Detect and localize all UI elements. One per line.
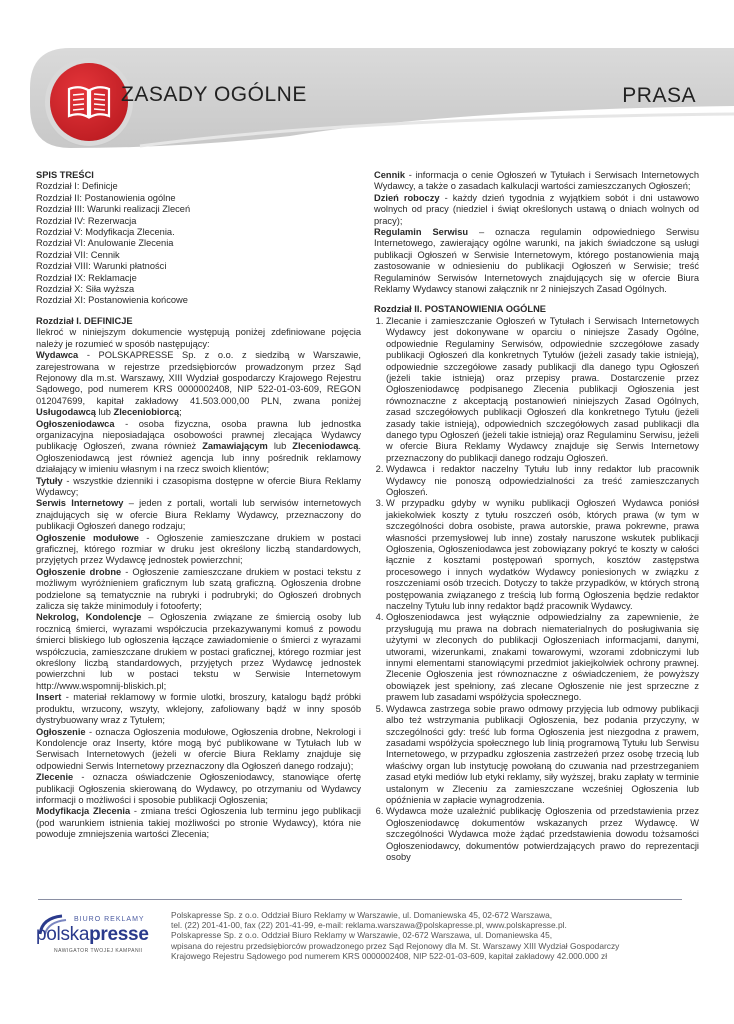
- definition-regulamin: Regulamin Serwisu – oznacza regulamin odpowiedniego Serwisu Internetowego, zawierający ogólne warunki, na jakich świadczone są usługi publikacji Ogłoszeń w Serwisie Internetowym, którego postanowienia mają zastosowanie w odniesieniu do publikacji Ogłoszeń w Serwisie; treść Regulaminów Serwisów Internetowych znajdujących się w ofercie Biura Reklamy Wydawcy stanowi załącznik nr 2 niniejszych Zasad Ogólnych.: [374, 227, 699, 295]
- rule-item: 2. Wydawca i redaktor naczelny Tytułu lub inny redaktor lub pracownik Wydawcy nie ponoszą odpowiedzialności za treść zamieszczanych Ogłoszeń.: [386, 464, 699, 498]
- definition-dzien-roboczy: Dzień roboczy - każdy dzień tygodnia z wyjątkiem sobót i dni ustawowo wolnych od pracy (niedziel i świąt określonych ustawą o dniach wolnych od pracy);: [374, 192, 699, 226]
- toc-item: Rozdział IV: Rezerwacja: [36, 215, 137, 226]
- logo-subtitle: BIURO REKLAMY: [74, 916, 145, 923]
- rules-list: [374, 316, 699, 864]
- toc-item: Rozdział IX: Reklamacje: [36, 272, 137, 283]
- footer-divider: [38, 899, 682, 900]
- footer-line: Polskapresse Sp. z o.o. Oddział Biuro Reklamy w Warszawie, 02-672 Warszawa, ul. Domaniewska 45,: [171, 930, 553, 941]
- footer-line: wpisana do rejestru przedsiębiorców prowadzonego przez Sąd Rejonowy dla M. St. Warszawy XIII Wydział Gospodarczy: [171, 940, 620, 951]
- logo-tagline: NAWIGATOR TWOJEJ KAMPANII: [54, 948, 143, 954]
- footer-text: [171, 910, 691, 961]
- toc-list: [36, 181, 361, 306]
- definition-nekrolog: Nekrolog, Kondolencje – Ogłoszenia związane ze śmiercią osoby lub rocznicą śmierci, wyrazami współczucia przekazywanymi komuś z powodu śmierci bliskiego lub ogłoszenia łączące zawiadomienie o śmierci z wyrazami współczucia, zamieszczane drukiem w postaci graficznej, którego rozmiar jest określony liczbą standardowych, przyjętych przez Wydawcę jednostek powierzchni lub w postaci tekstu w Serwisie Internetowym http://www.wspomnij-bliskich.pl;: [36, 612, 361, 691]
- footer-line: tel. (22) 201-41-00, fax (22) 201-41-99, e-mail: reklama.warszawa@polskapresse.pl, www.polskapresse.pl.: [171, 920, 567, 931]
- definition-insert: Insert - materiał reklamowy w formie ulotki, broszury, katalogu bądź próbki produktu, wrzucony, wszyty, wklejony, zafoliowany bądź w inny sposób dystrybuowany wraz z Tytułem;: [36, 692, 361, 726]
- definition-drobne: Ogłoszenie drobne - Ogłoszenie zamieszczane drukiem w postaci tekstu z możliwym wyróżnieniem graficznym lub szatą graficzną. Ogłoszenia drobne podzielone są tematycznie na rubryki i podrubryki; do Ogłoszeń drobnych zalicza się także minimoduły i fotooferty;: [36, 566, 361, 612]
- rule-item: 5. Wydawca zastrzega sobie prawo odmowy przyjęcia lub odmowy publikacji albo też wstrzymania publikacji Ogłoszenia, bez podania przyczyny, w szczególności gdy: treść lub forma Ogłoszenia jest niezgodna z prawem, zasadami współżycia społecznego lub linią programową Tytułu lub Serwisu Internetowego, w przypadku zgłoszenia zastrzeżeń przez osobę trzecią lub właściwy organ lub instytucję powołaną do czuwania nad przestrzeganiem zasad etyki mediów lub etyki reklamy, siły wyższej, braku zapłaty w terminie ustalonym w Zleceniu za zamieszczane wcześniej Ogłoszenia lub opóźnienia w zapłacie wynagrodzenia.: [386, 704, 699, 807]
- definition-serwis: Serwis Internetowy – jeden z portali, wortali lub serwisów internetowych znajdujących się w ofercie Biura Reklamy Wydawcy, przeznaczony do publikacji Ogłoszeń danego rodzaju;: [36, 498, 362, 532]
- toc-item: Rozdział V: Modyfikacja Zlecenia.: [36, 227, 175, 238]
- section-title-general: Rozdział II. POSTANOWIENIA OGÓLNE: [374, 304, 546, 315]
- section-title-definitions: Rozdział I. DEFINICJE: [36, 315, 133, 326]
- footer-line: Krajowego Rejestru Sądowego pod numerem KRS 0000002408, NIP 522-01-03-609, kapitał zakładowy 42.000.000 zł: [171, 950, 608, 961]
- rule-item: 1. Zlecanie i zamieszczanie Ogłoszeń w Tytułach i Serwisach Internetowych Wydawcy jest dokonywane w oparciu o niniejsze Zasady Ogólne, odpowiednie Regulaminy Serwisów, odpowiednie szczegółowe zasady publikacji Ogłoszeń dla konkretnych Tytułów (jeżeli zasady takie istnieją), odpowiednie szczegółowe zasady publikacji dla danego typu Ogłoszeń (jeżeli takie istnieją) oraz przepisy prawa. Dostarczenie przez Ogłoszeniodawcę podpisanego Zlecenia publikacji Ogłoszenia jest równoznaczne z akceptacją postanowień niniejszych Zasad Ogólnych, zasad szczegółowych publikacji Ogłoszeń dla konkretnego Tytułu (jeżeli zasady takie istnieją), odpowiednich szczegółowych zasad publikacji dla danego typu Ogłoszeń (jeżeli takie istnieją) oraz Regulaminu Serwisu, jeżeli w ofercie Biura Reklamy Wydawcy znajduje się Serwis Internetowy przeznaczony do publikacji danego rodzaju Ogłoszeń.: [386, 316, 699, 464]
- rule-item: 4. Ogłoszeniodawca jest wyłącznie odpowiedzialny za zapewnienie, że przysługują mu prawa na dobrach niematerialnych do posługiwania się użytymi w zleconych do publikacji Ogłoszeniach informacjami, danymi, utworami, wizerunkami, znakami towarowymi, wzorami zdobniczymi lub innymi elementami stanowiącymi przedmiot jakiejkolwiek ochrony prawnej. Zlecenie Ogłoszenia jest równoznaczne z oświadczeniem, że powyższy obowiązek jest spełniony, zaś zlecane Ogłoszenie nie jest sprzeczne z prawem lub zasadami współżycia społecznego.: [386, 612, 699, 703]
- toc-item: Rozdział II: Postanowienia ogólne: [36, 192, 176, 203]
- toc-item: Rozdział VI: Anulowanie Zlecenia: [36, 238, 174, 249]
- toc-item: Rozdział III: Warunki realizacji Zleceń: [36, 204, 191, 215]
- book-icon: [67, 85, 111, 119]
- category-label: PRASA: [622, 84, 696, 107]
- footer-line: Polskapresse Sp. z o.o. Oddział Biuro Reklamy w Warszawie, ul. Domaniewska 45, 02-672 Warszawa,: [171, 910, 553, 920]
- definition-modyfikacja: Modyfikacja Zlecenia - zmiana treści Ogłoszenia lub terminu jego publikacji (pod warunkiem istnienia takiej możliwości po stronie Wydawcy), która nie powoduje zmniejszenia wartości Zlecenia;: [36, 806, 361, 840]
- definitions-intro: Ilekroć w niniejszym dokumencie występują poniżej zdefiniowane pojęcia należy je rozumieć w sposób następujący:: [36, 327, 361, 349]
- toc-title: SPIS TREŚCI: [36, 170, 94, 180]
- left-column: [36, 170, 361, 841]
- definition-cennik: Cennik - informacja o cenie Ogłoszeń w Tytułach i Serwisach Internetowych Wydawcy, a także o zasadach kalkulacji wartości zamieszczanych Ogłoszeń;: [374, 170, 699, 192]
- company-logo: [36, 908, 166, 958]
- toc-item: Rozdział VII: Cennik: [36, 249, 120, 260]
- definition-ogloszeniodawca: Ogłoszeniodawca - osoba fizyczna, osoba prawna lub jednostka organizacyjna nieposiadająca osobowości prawnej zlecająca Wydawcy publikację Ogłoszeń, zwana również Zamawiającym lub Zleceniodawcą. Ogłoszeniodawcą jest również agencja lub inny pośrednik reklamowy działający w imieniu własnym i na rzecz swoich klientów;: [36, 418, 361, 475]
- toc-item: Rozdział X: Siła wyższa: [36, 284, 135, 295]
- toc-item: Rozdział VIII: Warunki płatności: [36, 261, 167, 272]
- book-badge: [50, 63, 128, 141]
- definition-wydawca: Wydawca - POLSKAPRESSE Sp. z o.o. z siedzibą w Warszawie, zarejestrowana w rejestrze przedsiębiorców prowadzonym przez Sąd Rejonowy dla m.st. Warszawy, XIII Wydział gospodarczy Krajowego Rejestru Sądowego, pod numerem KRS 0000002408, NIP 522-01-03-609, REGON 012047699, kapitał zakładowy 41.503.000,00 PLN, zwana poniżej Usługodawcą lub Zleceniobiorcą;: [36, 350, 361, 418]
- definition-ogloszenie: Ogłoszenie - oznacza Ogłoszenia modułowe, Ogłoszenia drobne, Nekrologi i Kondolencje oraz Inserty, które mogą być publikowane w Tytułach lub w Serwisach Internetowych (jeżeli w ofercie Biura Reklamy znajduje się odpowiedni Serwis Internetowy przeznaczony dla Ogłoszeń danego rodzaju);: [36, 726, 361, 771]
- definition-tytuly: Tytuły - wszystkie dzienniki i czasopisma dostępne w ofercie Biura Reklamy Wydawcy;: [36, 475, 361, 497]
- toc-item: Rozdział I: Definicje: [36, 181, 118, 192]
- definition-zlecenie: Zlecenie - oznacza oświadczenie Ogłoszeniodawcy, stanowiące ofertę publikacji Ogłoszenia skierowaną do Wydawcy, po otrzymaniu od Wydawcy informacji o możliwości i sposobie publikacji Ogłoszenia;: [36, 772, 361, 805]
- page-title: ZASADY OGÓLNE: [121, 83, 307, 106]
- rule-item: 3. W przypadku gdyby w wyniku publikacji Ogłoszeń Wydawca poniósł jakiekolwiek koszty z tytułu roszczeń osób, których prawa (w tym w szczególności dobra osobiste, prawa autorskie, prawa pokrewne, prawa własności przemysłowej lub inne) zostały naruszone wskutek publikacji Ogłoszenia, Ogłoszeniodawca jest zobowiązany pokryć te koszty w całości łącznie z kosztami postępowań spornych, kosztów zastępstwa procesowego i innych wydatków Wydawcy poniesionych w związku z roszczeniami osób trzecich. Dotyczy to także przypadków, w których stroną postępowania związanego z treścią lub formą Ogłoszenia będzie redaktor naczelny Tytułu lub inny redaktor bądź pracownik Wydawcy.: [386, 498, 699, 612]
- logo-wordmark: polskapresse: [36, 924, 149, 945]
- definition-modulowe: Ogłoszenie modułowe - Ogłoszenie zamieszczane drukiem w postaci graficznej, którego rozmiar w druku jest określony liczbą standardowych, przyjętych przez Wydawcę jednostek powierzchni;: [36, 532, 361, 566]
- right-column: [374, 170, 699, 863]
- toc-item: Rozdział XI: Postanowienia końcowe: [36, 295, 188, 306]
- rule-item: 6. Wydawca może uzależnić publikację Ogłoszenia od przedstawienia przez Ogłoszeniodawcę dokumentów wskazanych przez Wydawcę. W szczególności Wydawca może żądać przedstawienia dowodu tożsamości Ogłoszeniodawcy, dokumentów potwierdzających prawo do reprezentacji osoby: [386, 806, 699, 863]
